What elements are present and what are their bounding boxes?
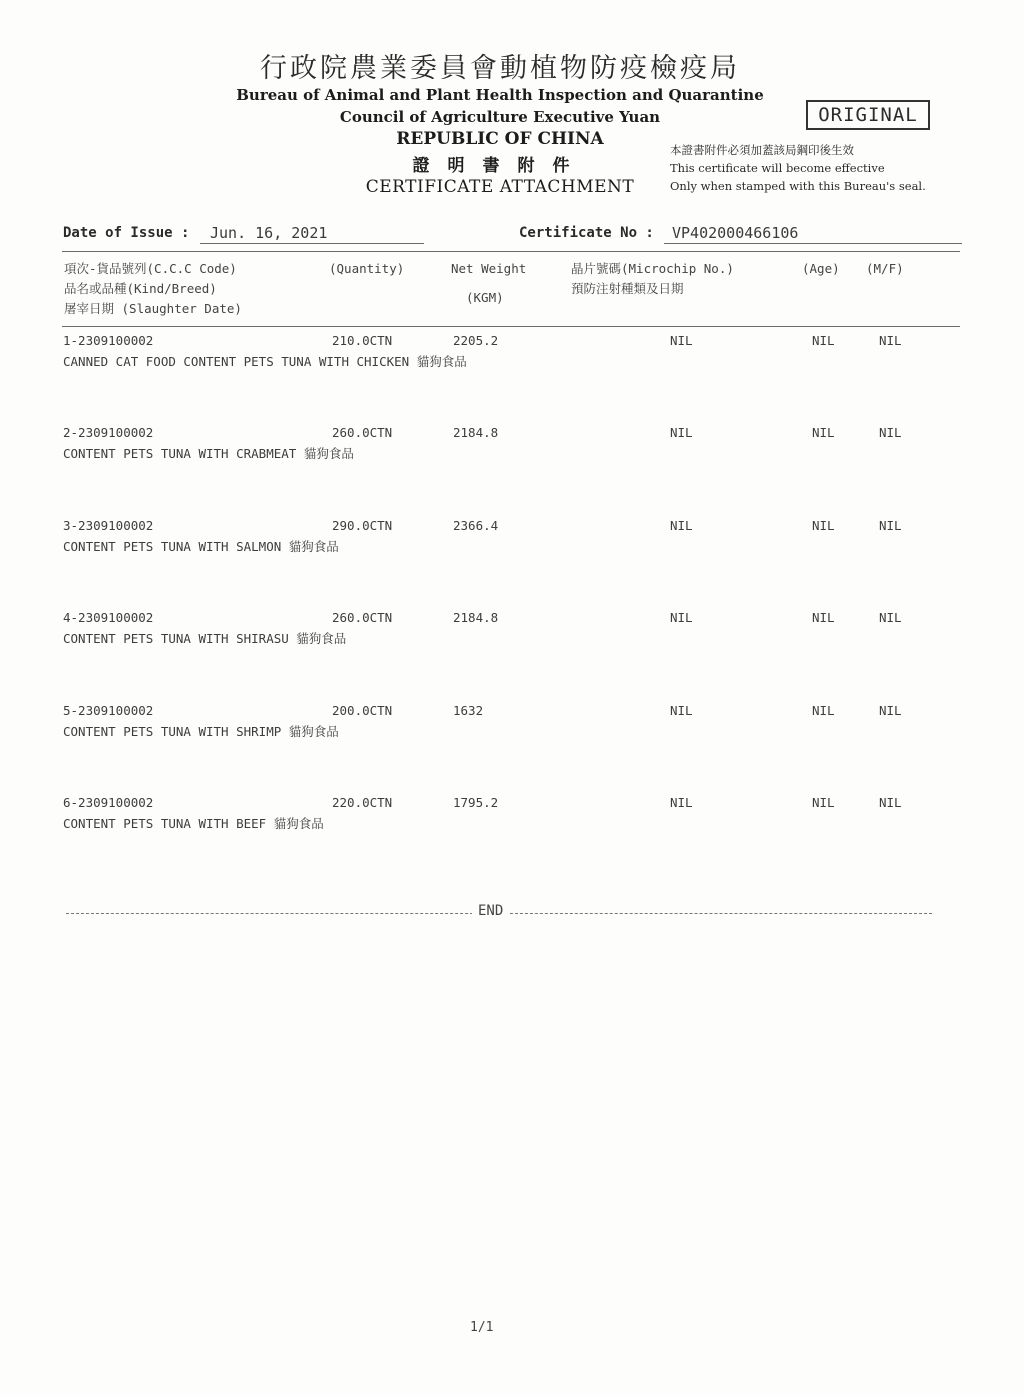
row-description: CONTENT PETS TUNA WITH SHIRASU 貓狗食品: [63, 631, 347, 646]
row-net-weight: 2205.2: [453, 333, 499, 348]
row-age: NIL: [812, 425, 835, 440]
table-row: [0, 703, 1000, 763]
table-row: [0, 425, 1000, 485]
council-name: Council of Agriculture Executive Yuan: [339, 108, 661, 126]
row-code: 2-2309100002: [63, 425, 154, 440]
row-code: 6-2309100002: [63, 795, 154, 810]
table-row: [0, 795, 1000, 855]
row-quantity: 220.0CTN: [332, 795, 393, 810]
row-microchip: NIL: [670, 518, 693, 533]
col-header-code: 項次-貨品號列(C.C.C Code) 品名或品種(Kind/Breed) 屠宰日期 (Slaughter Date): [64, 261, 242, 316]
original-stamp: ORIGINAL: [806, 100, 930, 130]
row-quantity: 260.0CTN: [332, 425, 393, 440]
row-code: 4-2309100002: [63, 610, 154, 625]
row-age: NIL: [812, 703, 835, 718]
col-header-quantity: (Quantity): [329, 261, 405, 276]
date-underline: [200, 243, 424, 244]
row-microchip: NIL: [670, 425, 693, 440]
row-microchip: NIL: [670, 795, 693, 810]
row-sex: NIL: [879, 795, 902, 810]
col-header-age: (Age): [802, 261, 840, 276]
row-sex: NIL: [879, 703, 902, 718]
row-age: NIL: [812, 795, 835, 810]
validity-note-line2: Only when stamped with this Bureau's seal.: [670, 179, 926, 193]
country-name: REPUBLIC OF CHINA: [396, 129, 604, 149]
row-microchip: NIL: [670, 703, 693, 718]
bureau-title-chinese: 行政院農業委員會動植物防疫檢疫局: [260, 53, 740, 84]
col-header-weight-unit: (KGM): [466, 290, 504, 305]
row-sex: NIL: [879, 333, 902, 348]
row-sex: NIL: [879, 518, 902, 533]
row-description: CONTENT PETS TUNA WITH SALMON 貓狗食品: [63, 539, 339, 554]
row-microchip: NIL: [670, 610, 693, 625]
document-title: CERTIFICATE ATTACHMENT: [365, 177, 635, 197]
row-net-weight: 2184.8: [453, 425, 499, 440]
row-quantity: 260.0CTN: [332, 610, 393, 625]
col-header-microchip: 晶片號碼(Microchip No.) 預防注射種類及日期: [571, 261, 734, 296]
table-header-rule: [62, 326, 960, 327]
row-code: 3-2309100002: [63, 518, 154, 533]
row-net-weight: 1795.2: [453, 795, 499, 810]
row-net-weight: 1632: [453, 703, 484, 718]
row-quantity: 290.0CTN: [332, 518, 393, 533]
page-number: 1/1: [470, 1320, 494, 1335]
row-age: NIL: [812, 518, 835, 533]
col-header-net-weight: Net Weight: [451, 261, 527, 276]
certificate-no-value: VP402000466106: [672, 224, 799, 242]
row-quantity: 210.0CTN: [332, 333, 393, 348]
row-description: CONTENT PETS TUNA WITH BEEF 貓狗食品: [63, 816, 324, 831]
certificate-underline: [664, 243, 962, 244]
row-age: NIL: [812, 610, 835, 625]
table-row: [0, 518, 1000, 578]
certificate-no-label: Certificate No :: [519, 225, 654, 241]
row-code: 5-2309100002: [63, 703, 154, 718]
table-row: [0, 333, 1000, 393]
table-row: [0, 610, 1000, 670]
row-description: CONTENT PETS TUNA WITH SHRIMP 貓狗食品: [63, 724, 339, 739]
validity-note-chinese: 本證書附件必須加蓋該局鋼印後生效: [670, 143, 854, 157]
row-net-weight: 2366.4: [453, 518, 499, 533]
col-header-sex: (M/F): [866, 261, 904, 276]
row-sex: NIL: [879, 425, 902, 440]
row-microchip: NIL: [670, 333, 693, 348]
date-of-issue-value: Jun. 16, 2021: [210, 224, 328, 242]
row-code: 1-2309100002: [63, 333, 154, 348]
date-of-issue-label: Date of Issue :: [63, 225, 190, 241]
bureau-name: Bureau of Animal and Plant Health Inspection and Quarantine: [236, 86, 764, 104]
row-sex: NIL: [879, 610, 902, 625]
row-age: NIL: [812, 333, 835, 348]
row-net-weight: 2184.8: [453, 610, 499, 625]
validity-note-line1: This certificate will become effective: [670, 161, 885, 175]
row-description: CONTENT PETS TUNA WITH CRABMEAT 貓狗食品: [63, 446, 354, 461]
row-quantity: 200.0CTN: [332, 703, 393, 718]
subtitle-chinese: 證明書附件: [412, 156, 588, 176]
row-description: CANNED CAT FOOD CONTENT PETS TUNA WITH CHICKEN 貓狗食品: [63, 354, 467, 369]
table-top-rule: [62, 251, 960, 252]
end-marker: END: [472, 903, 509, 919]
